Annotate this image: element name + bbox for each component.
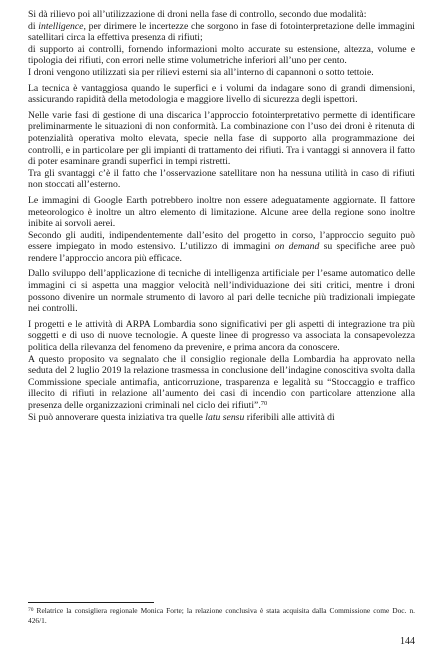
- footnote-text: Relatrice la consigliera regionale Monica Forte; la relazione conclusiva è stata acquisita dalla Commissione come Doc. n. 426/1.: [28, 606, 415, 625]
- intelligence-term: intelligence: [38, 20, 84, 32]
- footnote: [28, 606, 415, 625]
- council-text: A questo proposito va segnalato che il consiglio regionale della Lombardia ha approvato nella seduta del 2 luglio 2019 la relazione trasmessa in conclusione dell’indagine conoscitiva svolta dalla Commissione speciale antimafia, anticorruzione, trasparenza e legalità su “Stoccaggio e traffico illecito di rifiuti in relazione all’aumento dei casi di incendio con particolare attenzione alla presenza delle organizzazioni criminali nel ciclo dei rifiuti”.: [28, 353, 415, 411]
- last-paragraph: [28, 412, 415, 424]
- on-demand-term: on demand: [274, 241, 320, 253]
- last-text: Si può annoverare questa iniziativa tra quelle: [28, 411, 206, 423]
- list-item-intelligence: [28, 21, 415, 44]
- audits-paragraph: [28, 230, 415, 265]
- footnote-divider: [28, 602, 154, 603]
- disadvantages-paragraph: Tra gli svantaggi c’è il fatto che l’osservazione satellitare non ha nessuna utilità in caso di rifiuti non stoccati all’esterno.: [28, 167, 415, 191]
- audits-text-end: su specifiche aree può rendere l’approccio ancora più efficace.: [28, 241, 415, 264]
- latu-sensu-term: latu sensu: [205, 411, 245, 423]
- page-number: 144: [400, 636, 415, 647]
- phases-paragraph: Nelle varie fasi di gestione di una discarica l’approccio fotointerpretativo permette di identificare preliminarmente le situazioni di non conformità. La combinazione con l’uso dei droni è ritenuta di potenzialità operativa molto elevata, specie nella fase di supporto alla programmazione dei controlli, e in particolare per gli impianti di trattamento dei rifiuti. Tra i vantaggi si annovera il fatto di poter esaminare grandi superfici in tempi ristretti.: [28, 109, 415, 168]
- arpa-paragraph: I progetti e le attività di ARPA Lombardia sono significativi per gli aspetti di integrazione tra più soggetti e di uso di nuove tecnologie. A queste linee di progresso va associata la consapevolezza politica della rilevanza del fenomeno da prevenire, e prima ancora da conoscere.: [28, 318, 415, 354]
- drones-paragraph: I droni vengono utilizzati sia per rilievi esterni sia all’interno di capannoni o sotto tettoie.: [28, 66, 374, 78]
- list-item-support: di supporto ai controlli, fornendo informazioni molto accurate su estensione, altezza, volume e tipologia dei rifiuti, con errori nelle stime volumetriche inferiori all’uno per cento.: [28, 43, 415, 67]
- audits-text: Secondo gli auditi, indipendentemente dall’esito del progetto in corso, l’approccio seguito può essere impiegato in modo estensivo. L’utilizzo di immagini: [28, 229, 415, 253]
- list-item-text: , per dirimere le incertezze che sorgono in fase di fotointerpretazione delle immagini satellitari circa la effettiva presenza di rifiuti;: [28, 20, 415, 44]
- council-paragraph: [28, 354, 415, 412]
- google-earth-paragraph: Le immagini di Google Earth potrebbero inoltre non essere adeguatamente aggiornate. Il fattore meteorologico è inoltre un altro elemento di limitazione. Alcune aree della regione sono inoltre inibite ai sorvoli aerei.: [28, 194, 415, 230]
- list-item-prefix: di: [28, 20, 39, 32]
- ai-paragraph: Dallo sviluppo dell’applicazione di tecniche di intelligenza artificiale per l’esame automatico delle immagini ci si aspetta una maggior velocità nell’individuazione dei siti critici, mentre i droni possono divenire un normale strumento di lavoro al pari delle tecniche più tradizionali impiegate nei controlli.: [28, 268, 415, 315]
- footnote-number: 70: [28, 607, 34, 613]
- footnote-reference[interactable]: 70: [260, 400, 268, 407]
- body-text: [28, 9, 415, 427]
- last-text-end: riferibili alle attività di: [244, 411, 335, 423]
- technique-paragraph: La tecnica è vantaggiosa quando le superfici e i volumi da indagare sono di grandi dimensioni, assicurando rapidità della metodologia e maggiore livello di sicurezza degli ispettori.: [28, 82, 415, 106]
- intro-paragraph: Si dà rilievo poi all’utilizzazione di droni nella fase di controllo, secondo due modalità:: [28, 9, 367, 20]
